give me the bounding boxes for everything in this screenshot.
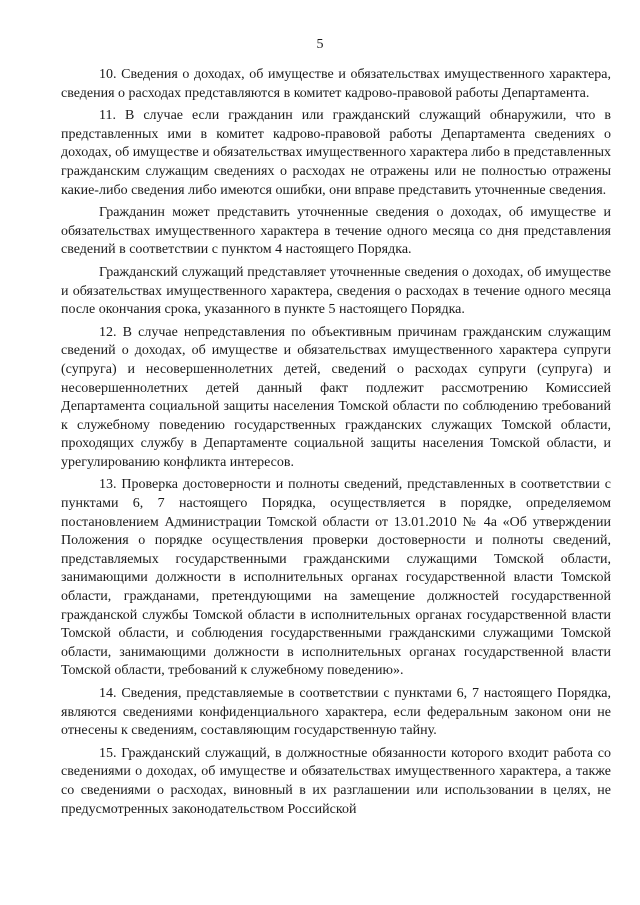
paragraph-11-civil-servant: Гражданский служащий представляет уточненные сведения о доходах, об имуществе и обязательствах имущественного характера, сведения о расходах в течение одного месяца после окончания срока, указанного в пункте 5 настоящего Порядка. — [61, 264, 611, 318]
page-number: 5 — [316, 37, 324, 52]
paragraph-13: 13. Проверка достоверности и полноты сведений, представленных в соответствии с пунктами 6, 7 настоящего Порядка, осуществляется в порядке, определяемом постановлением Администрации Томской области от 13.01.2010 № 4а «Об утверждении Положения о порядке осуществления проверки достоверности и полноты сведений, представляемых государственными гражданскими служащими Томской области, занимающими должности в исполнительных органах государственной власти Томской области, гражданами, претендующими на замещение должностей государственной гражданской службы Томской области в исполнительных органах государственной власти Томской области, и соблюдения государственными гражданскими служащими Томской области, занимающими должности в исполнительных органах государственной власти Томской области, требований к служебному поведению». — [61, 477, 611, 679]
document-body — [61, 66, 611, 819]
paragraph-10: 10. Сведения о доходах, об имуществе и обязательствах имущественного характера, сведения о расходах представляются в комитет кадрово-правовой работы Департамента. — [61, 67, 611, 101]
paragraph-11: 11. В случае если гражданин или гражданский служащий обнаружили, что в представленных ими в комитет кадрово-правовой работы Департамента сведениях о доходах, об имуществе и обязательствах имущественного характера либо в представленных гражданским служащим сведениях о расходах не отражены или не полностью отражены какие-либо сведения либо имеются ошибки, они вправе представить уточненные сведения. — [61, 108, 611, 198]
paragraph-15: 15. Гражданский служащий, в должностные обязанности которого входит работа со сведениями о доходах, об имуществе и обязательствах имущественного характера, а также со сведениями о расходах, виновный в их разглашении или использовании в целях, не предусмотренных законодательством Российской — [61, 745, 611, 817]
paragraph-14: 14. Сведения, представляемые в соответствии с пунктами 6, 7 настоящего Порядка, являются сведениями конфиденциального характера, если федеральным законом они не отнесены к сведениям, составляющим государственную тайну. — [61, 686, 611, 739]
paragraph-12: 12. В случае непредставления по объективным причинам гражданским служащим сведений о доходах, об имуществе и обязательствах имущественного характера супруги (супруга) и несовершеннолетних детей, сведений о расходах супруги (супруга) и несовершеннолетних детей данный факт подлежит рассмотрению Комиссией Департамента социальной защиты населения Томской области по соблюдению требований к служебному поведению государственных гражданских служащих Томской области, проходящих службу в Департаменте социальной защиты населения Томской области, и урегулированию конфликта интересов. — [61, 324, 611, 470]
paragraph-11-citizen: Гражданин может представить уточненные сведения о доходах, об имуществе и обязательствах имущественного характера в течение одного месяца со дня представления сведений в соответствии с пунктом 4 настоящего Порядка. — [61, 205, 611, 258]
